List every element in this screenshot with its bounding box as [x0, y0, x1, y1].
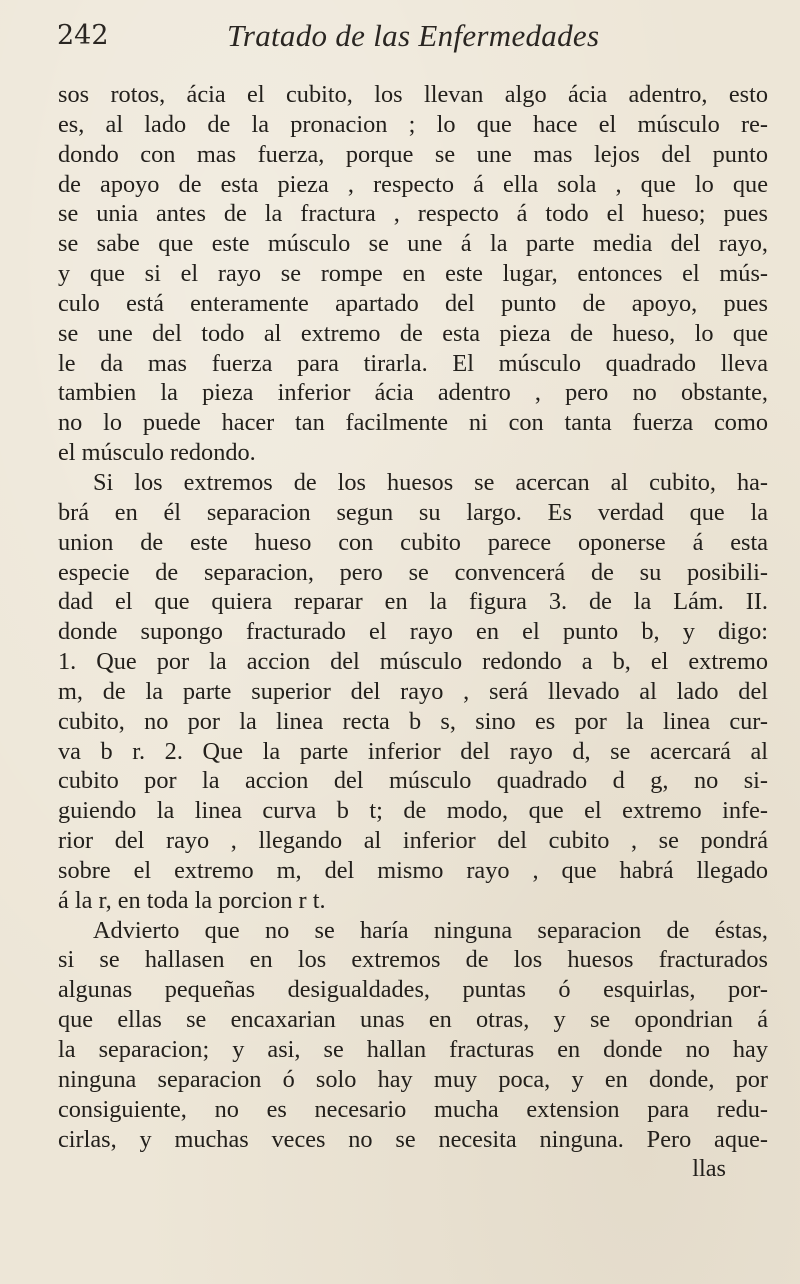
- running-title: Tratado de las Enfermedades: [227, 18, 600, 53]
- text-line: donde supongo fracturado el rayo en el punto b, y digo:: [58, 618, 768, 646]
- page-header: [0, 14, 800, 64]
- text-line: es, al lado de la pronacion ; lo que hace el músculo re-: [58, 110, 768, 138]
- text-line: se sabe que este músculo se une á la parte media del rayo,: [58, 230, 768, 258]
- text-line: union de este hueso con cubito parece oponerse á esta: [58, 528, 768, 556]
- text-line: sobre el extremo m, del mismo rayo , que habrá llegado: [58, 856, 768, 884]
- text-line: cirlas, y muchas veces no se necesita ninguna. Pero aque-: [58, 1125, 768, 1153]
- text-line: va b r. 2. Que la parte inferior del rayo d, se acercará al: [58, 737, 768, 765]
- text-line: m, de la parte superior del rayo , será llevado al lado del: [58, 677, 768, 705]
- text-line: á la r, en toda la porcion r t.: [58, 886, 326, 914]
- text-line: brá en él separacion segun su largo. Es verdad que la: [58, 498, 768, 526]
- text-line: algunas pequeñas desigualdades, puntas ó esquirlas, por-: [58, 976, 768, 1004]
- body-text: [58, 80, 768, 1183]
- text-line: sos rotos, ácia el cubito, los llevan algo ácia adentro, esto: [58, 81, 768, 108]
- text-line: guiendo la linea curva b t; de modo, que el extremo infe-: [58, 797, 768, 825]
- page-number: 242: [57, 20, 109, 51]
- text-line: que ellas se encaxarian unas en otras, y se opondrian á: [58, 1006, 768, 1034]
- text-line: si se hallasen en los extremos de los huesos fracturados: [58, 946, 768, 974]
- text-line: dondo con mas fuerza, porque se une mas lejos del punto: [58, 140, 768, 168]
- text-line: se unia antes de la fractura , respecto á todo el hueso; pues: [58, 200, 768, 228]
- text-line: especie de separacion, pero se convencerá de su posibili-: [58, 558, 768, 586]
- text-line: 1. Que por la accion del músculo redondo a b, el extremo: [58, 648, 768, 676]
- text-line: rior del rayo , llegando al inferior del cubito , se pondrá: [58, 827, 768, 855]
- catchword: llas: [692, 1155, 726, 1183]
- text-line: le da mas fuerza para tirarla. El músculo quadrado lleva: [58, 349, 768, 377]
- text-line: Si los extremos de los huesos se acercan al cubito, ha-: [93, 468, 768, 496]
- text-line: la separacion; y asi, se hallan fracturas en donde no hay: [58, 1036, 768, 1063]
- text-line: de apoyo de esta pieza , respecto á ella sola , que lo que: [58, 170, 768, 198]
- text-line: el músculo redondo.: [58, 439, 256, 467]
- text-line: cubito, no por la linea recta b s, sino es por la linea cur-: [58, 707, 768, 735]
- text-line: Advierto que no se haría ninguna separacion de éstas,: [93, 916, 768, 944]
- text-line: dad el que quiera reparar en la figura 3. de la Lám. II.: [58, 588, 768, 616]
- text-line: se une del todo al extremo de esta pieza de hueso, lo que: [58, 319, 768, 347]
- text-line: y que si el rayo se rompe en este lugar, entonces el mús-: [58, 260, 768, 288]
- text-line: no lo puede hacer tan facilmente ni con tanta fuerza como: [58, 409, 768, 437]
- text-line: ninguna separacion ó solo hay muy poca, y en donde, por: [58, 1065, 768, 1093]
- text-line: culo está enteramente apartado del punto de apoyo, pues: [58, 289, 768, 317]
- text-line: cubito por la accion del músculo quadrado d g, no si-: [58, 767, 768, 795]
- text-line: consiguiente, no es necesario mucha extension para redu-: [58, 1095, 768, 1123]
- text-line: tambien la pieza inferior ácia adentro , pero no obstante,: [58, 379, 768, 407]
